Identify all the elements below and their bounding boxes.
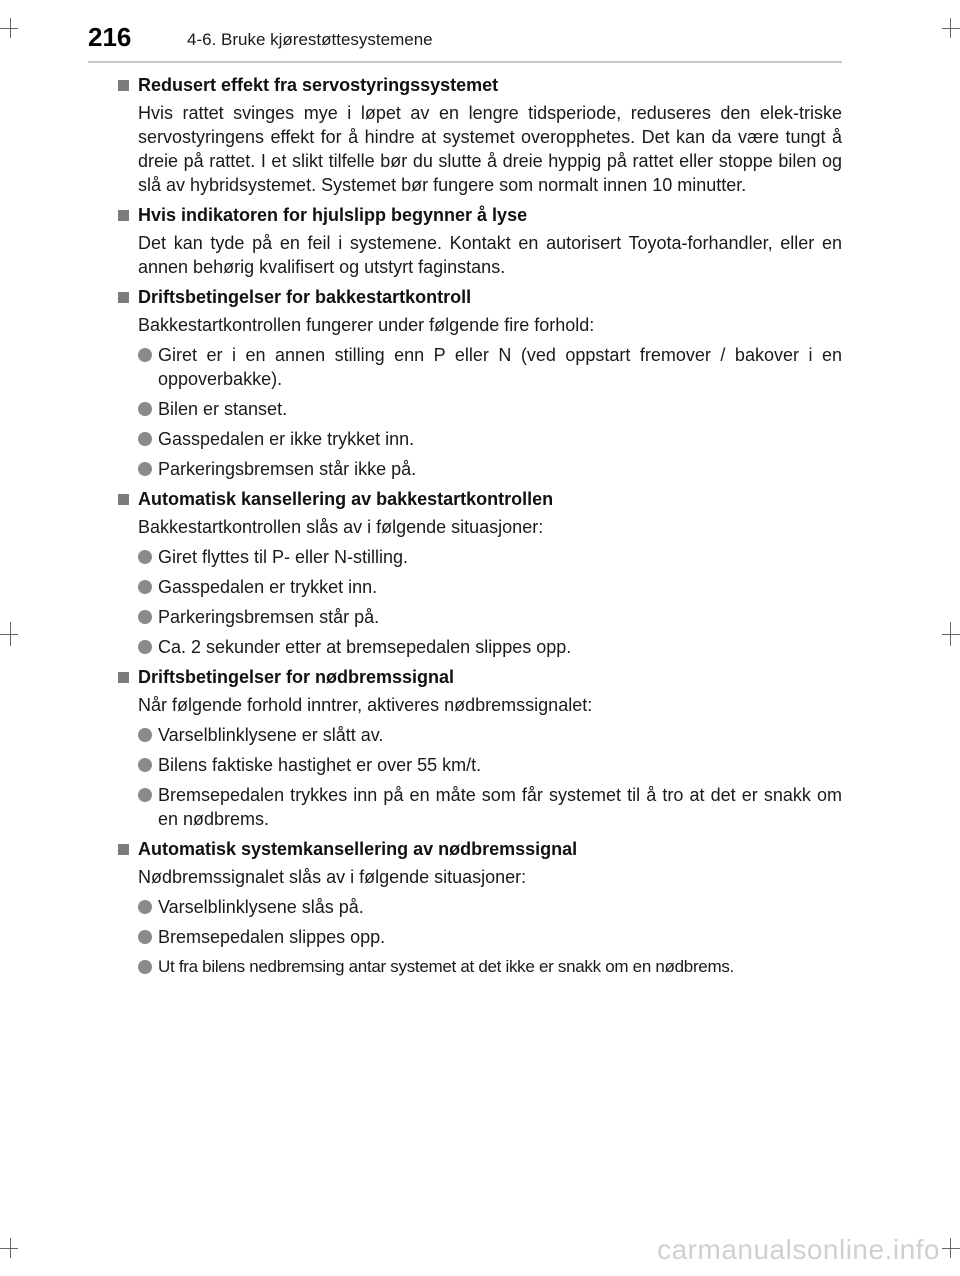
section-heading — [118, 203, 842, 227]
list-item — [138, 545, 842, 569]
list-item-text: Ca. 2 sekunder etter at bremsepedalen slippes opp. — [158, 637, 572, 657]
round-bullet-icon — [138, 462, 152, 476]
list-item — [138, 635, 842, 659]
crop-mark — [10, 622, 11, 646]
round-bullet-icon — [138, 610, 152, 624]
square-bullet-icon — [118, 672, 129, 683]
crop-mark — [942, 634, 960, 635]
list-item — [138, 895, 842, 919]
section-emergency-brake-conditions — [118, 665, 842, 831]
crop-mark — [10, 1238, 11, 1258]
round-bullet-icon — [138, 402, 152, 416]
section-paragraph: Bakkestartkontrollen fungerer under følgende fire forhold: — [138, 315, 595, 335]
list-item — [138, 427, 842, 451]
list-item — [138, 723, 842, 747]
crop-mark — [0, 1248, 18, 1249]
section-heading-text: Hvis indikatoren for hjulslipp begynner å lyse — [138, 205, 528, 225]
section-hill-start-cancel — [118, 487, 842, 659]
square-bullet-icon — [118, 80, 129, 91]
section-heading-text: Automatisk systemkansellering av nødbremssignal — [138, 839, 578, 859]
round-bullet-icon — [138, 900, 152, 914]
page-number: 216 — [88, 22, 132, 52]
list-item — [138, 397, 842, 421]
list-item-text: Parkeringsbremsen står på. — [158, 607, 380, 627]
list-item-text: Bilens faktiske hastighet er over 55 km/t. — [158, 755, 482, 775]
list-item-text: Gasspedalen er ikke trykket inn. — [158, 429, 415, 449]
watermark: carmanualsonline.info — [657, 1234, 940, 1265]
section-wheel-slip — [118, 203, 842, 279]
section-heading — [118, 73, 842, 97]
list-item-text: Bilen er stanset. — [158, 399, 288, 419]
round-bullet-icon — [138, 960, 152, 974]
round-bullet-icon — [138, 550, 152, 564]
crop-mark — [0, 28, 18, 29]
bullet-list — [138, 723, 842, 831]
square-bullet-icon — [118, 210, 129, 221]
section-heading-text: Driftsbetingelser for bakkestartkontroll — [138, 287, 472, 307]
section-paragraph: Når følgende forhold inntrer, aktiveres nødbremssignalet: — [138, 695, 593, 715]
crop-mark — [942, 28, 960, 29]
list-item-text: Giret flyttes til P- eller N-stilling. — [158, 547, 409, 567]
section-paragraph: Det kan tyde på en feil i systemene. Kontakt en autorisert Toyota-forhandler, eller en annen behørig kvalifisert og utstyrt faginstans. — [138, 233, 842, 277]
list-item — [138, 955, 842, 979]
section-heading — [118, 285, 842, 309]
crop-mark — [950, 622, 951, 646]
square-bullet-icon — [118, 292, 129, 303]
list-item — [138, 457, 842, 481]
bullet-list — [138, 895, 842, 979]
list-item-text: Parkeringsbremsen står ikke på. — [158, 459, 417, 479]
list-item-text: Gasspedalen er trykket inn. — [158, 577, 378, 597]
round-bullet-icon — [138, 432, 152, 446]
list-item — [138, 343, 842, 391]
section-heading — [118, 665, 842, 689]
bullet-list — [138, 343, 842, 481]
list-item — [138, 783, 842, 831]
section-hill-start-conditions — [118, 285, 842, 481]
crop-mark — [950, 1238, 951, 1258]
round-bullet-icon — [138, 348, 152, 362]
round-bullet-icon — [138, 758, 152, 772]
list-item-text: Bremsepedalen slippes opp. — [158, 927, 386, 947]
round-bullet-icon — [138, 788, 152, 802]
round-bullet-icon — [138, 640, 152, 654]
section-heading-text: Automatisk kansellering av bakkestartkontrollen — [138, 489, 554, 509]
list-item-text: Varselblinklysene slås på. — [158, 897, 364, 917]
round-bullet-icon — [138, 580, 152, 594]
section-heading — [118, 487, 842, 511]
bullet-list — [138, 545, 842, 659]
section-emergency-brake-cancel — [118, 837, 842, 979]
crop-mark — [10, 18, 11, 38]
crop-mark — [950, 18, 951, 38]
section-paragraph: Nødbremssignalet slås av i følgende situasjoner: — [138, 867, 527, 887]
crop-mark — [942, 1248, 960, 1249]
list-item — [138, 605, 842, 629]
list-item — [138, 753, 842, 777]
list-item — [138, 925, 842, 949]
list-item-text: Ut fra bilens nedbremsing antar systemet at det ikke er snakk om en nødbrems. — [158, 957, 734, 976]
round-bullet-icon — [138, 728, 152, 742]
chapter-title: 4-6. Bruke kjørestøttesystemene — [187, 30, 433, 49]
section-heading-text: Driftsbetingelser for nødbremssignal — [138, 667, 455, 687]
section-heading-text: Redusert effekt fra servostyringssystemet — [138, 75, 499, 95]
section-paragraph: Bakkestartkontrollen slås av i følgende situasjoner: — [138, 517, 544, 537]
header-divider — [88, 61, 842, 63]
list-item-text: Varselblinklysene er slått av. — [158, 725, 384, 745]
round-bullet-icon — [138, 930, 152, 944]
section-servo-effect — [118, 73, 842, 197]
square-bullet-icon — [118, 844, 129, 855]
section-paragraph: Hvis rattet svinges mye i løpet av en lengre tidsperiode, reduseres den elek-triske servostyringens effekt for å hindre at systemet overopphetes. Det kan da være tungt å dreie på rattet. I et slikt tilfelle bør du slutte å dreie hyppig på rattet eller stoppe bilen og slå av hybridsystemet. Systemet bør fungere som normalt innen 10 minutter. — [138, 103, 842, 195]
list-item — [138, 575, 842, 599]
list-item-text: Giret er i en annen stilling enn P eller N (ved oppstart fremover / bakover i en oppoverbakke). — [158, 345, 842, 389]
crop-mark — [0, 634, 18, 635]
square-bullet-icon — [118, 494, 129, 505]
section-heading — [118, 837, 842, 861]
list-item-text: Bremsepedalen trykkes inn på en måte som får systemet til å tro at det er snakk om en nødbrems. — [158, 785, 842, 829]
page-content — [118, 73, 842, 985]
